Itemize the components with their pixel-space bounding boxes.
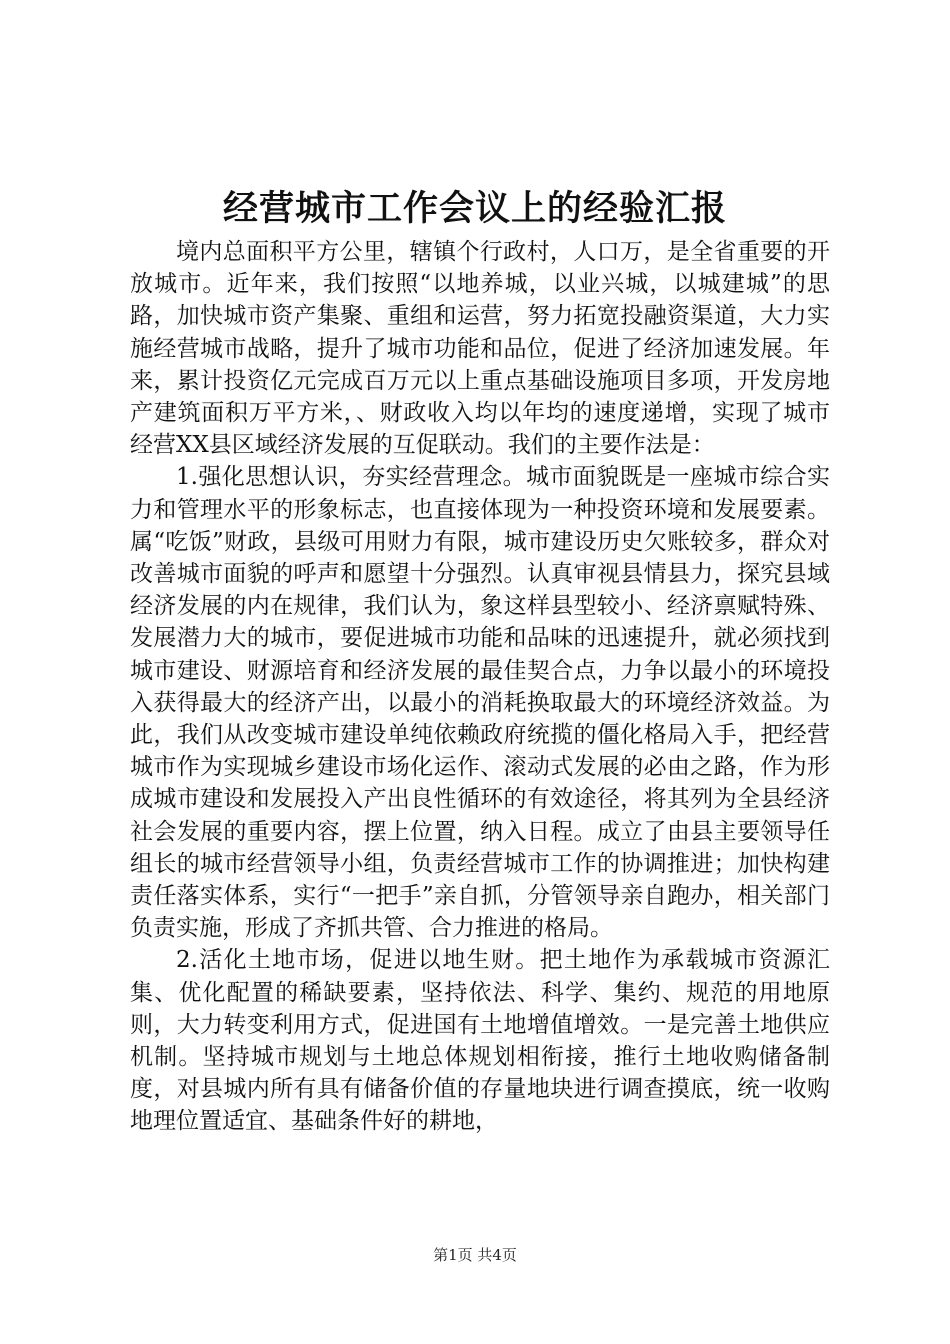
paragraph-section-2: 2.活化土地市场，促进以地生财。把土地作为承载城市资源汇集、优化配置的稀缺要素，坚持依法、科学、集约、规范的用地原则，大力转变利用方式，促进国有土地增值增效。一是完善土地供应机制。坚持城市规划与土地总体规划相衔接，推行土地收购储备制度，对县城内所有具有储备价值的存量地块进行调查摸底，统一收购地理位置适宜、基础条件好的耕地， <box>130 947 830 1135</box>
paragraph-intro: 境内总面积平方公里，辖镇个行政村，人口万，是全省重要的开放城市。近年来，我们按照“以地养城，以业兴城，以城建城”的思路，加快城市资产集聚、重组和运营，努力拓宽投融资渠道，大力实施经营城市战略，提升了城市功能和品位，促进了经济加速发展。年来，累计投资亿元完成百万元以上重点基础设施项目多项，开发房地产建筑面积万平方米，、财政收入均以年均的速度递增，实现了城市经营XX县区域经济发展的互促联动。我们的主要作法是： <box>130 239 830 459</box>
document-body <box>130 236 830 1138</box>
document-title: 经营城市工作会议上的经验汇报 <box>222 188 727 229</box>
page-number-footer: 第1页 共4页 <box>433 1246 517 1264</box>
paragraph-section-1: 1.强化思想认识，夯实经营理念。城市面貌既是一座城市综合实力和管理水平的形象标志，也直接体现为一种投资环境和发展要素。属“吃饭”财政，县级可用财力有限，城市建设历史欠账较多，群众对改善城市面貌的呼声和愿望十分强烈。认真审视县情县力，探究县域经济发展的内在规律，我们认为，象这样县型较小、经济禀赋特殊、发展潜力大的城市，要促进城市功能和品味的迅速提升，就必须找到城市建设、财源培育和经济发展的最佳契合点，力争以最小的环境投入获得最大的经济产出，以最小的消耗换取最大的环境经济效益。为此，我们从改变城市建设单纯依赖政府统揽的僵化格局入手，把经营城市作为实现城乡建设市场化运作、滚动式发展的必由之路，作为形成城市建设和发展投入产出良性循环的有效途径，将其列为全县经济社会发展的重要内容，摆上位置，纳入日程。成立了由县主要领导任组长的城市经营领导小组，负责经营城市工作的协调推进；加快构建责任落实体系，实行“一把手”亲自抓，分管领导亲自跑办，相关部门负责实施，形成了齐抓共管、合力推进的格局。 <box>130 464 830 942</box>
